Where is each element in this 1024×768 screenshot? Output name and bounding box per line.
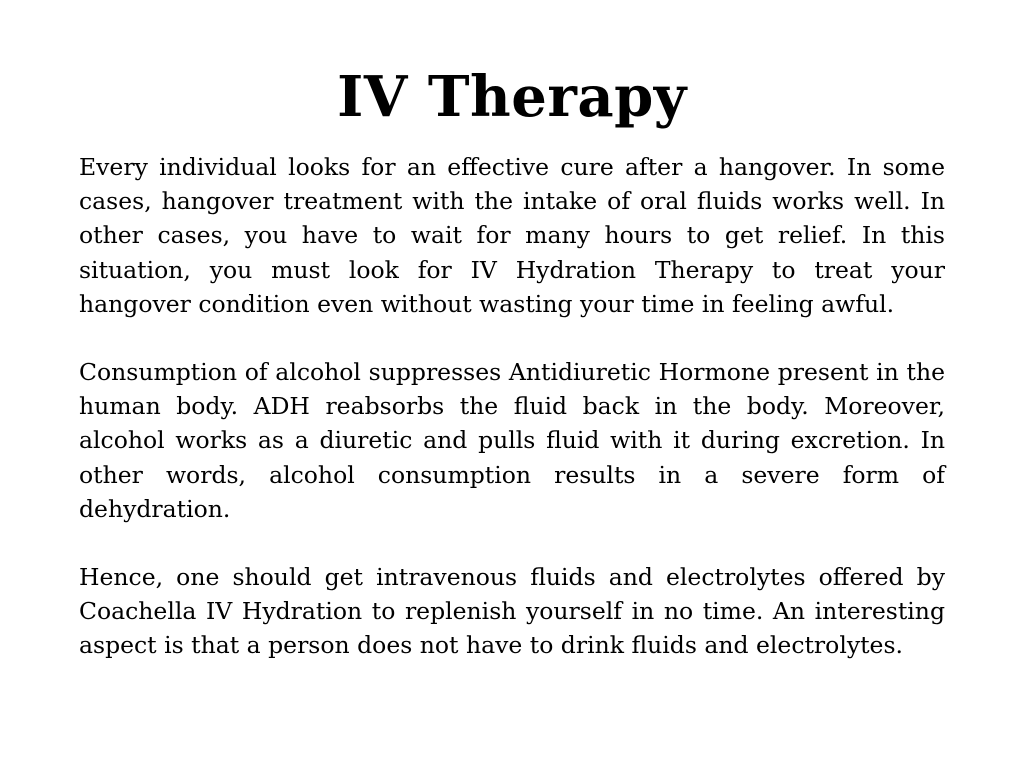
paragraph-1: Every individual looks for an effective cure after a hangover. In some cases, hangover treatment with the intake of oral fluids works well. In other cases, you have to wait for many hours to get relief. In this situation, you must look for IV Hydration Therapy to treat your hangover condition even without wasting your time in feeling awful. [79,153,945,318]
paragraph-3: Hence, one should get intravenous fluids and electrolytes offered by Coachella IV Hydration to replenish yourself in no time. An interesting aspect is that a person does not have to drink fluids and electrolytes. [79,563,945,660]
paragraph-2: Consumption of alcohol suppresses Antidiuretic Hormone present in the human body. ADH reabsorbs the fluid back in the body. Moreover, alcohol works as a diuretic and pulls fluid with it during excretion. In other words, alcohol consumption results in a severe form of dehydration. [79,358,945,523]
page-title: IV Therapy [337,64,687,130]
slide-body [79,150,945,697]
